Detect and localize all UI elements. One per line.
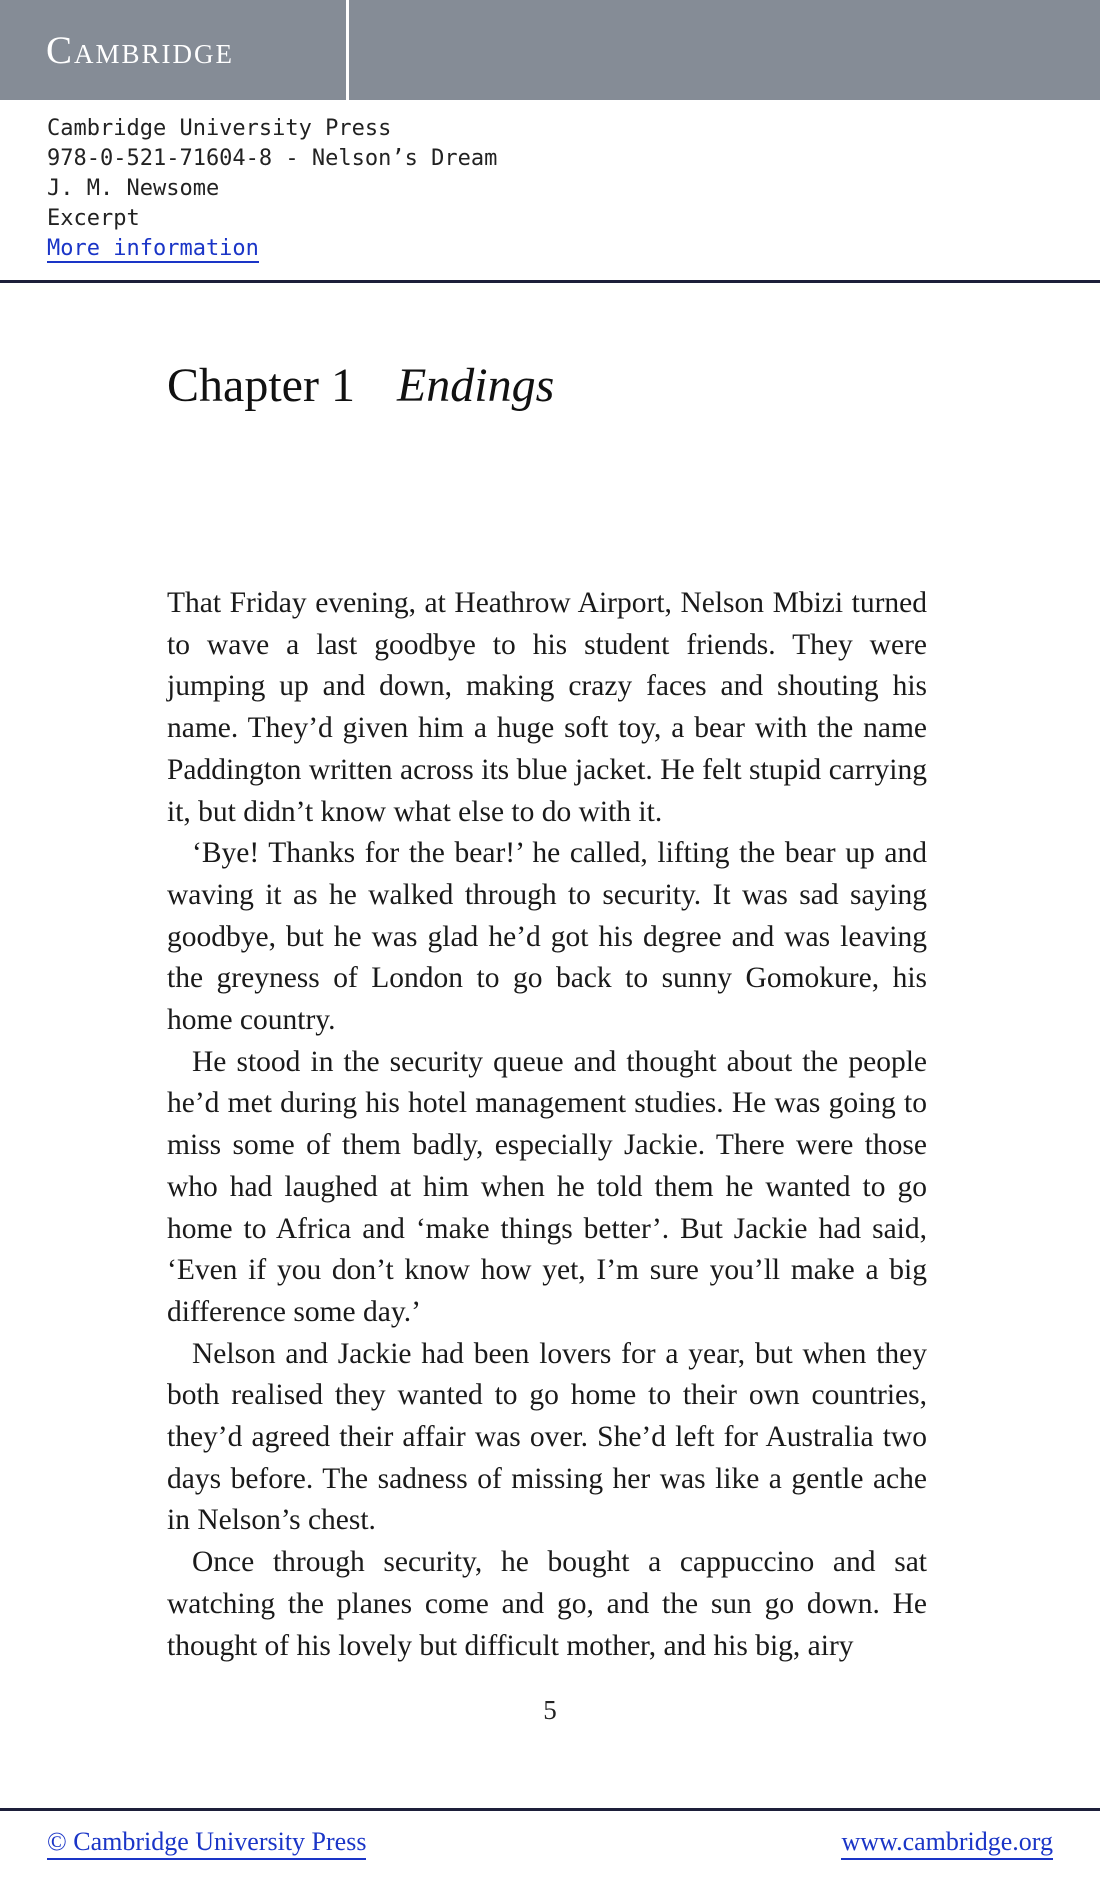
book-metadata bbox=[47, 114, 497, 264]
author-name: J. M. Newsome bbox=[47, 176, 220, 201]
copyright-link[interactable]: © Cambridge University Press bbox=[47, 1826, 366, 1860]
chapter-body bbox=[167, 583, 927, 1667]
brand-logo: Cambridge bbox=[46, 29, 235, 72]
header-banner bbox=[0, 0, 1100, 100]
paragraph: Nelson and Jackie had been lovers for a year, but when they both realised they wanted to go home to their own countries, they’d agreed their affair was over. She’d left for Australia two days before. The sadness of missing her was like a gentle ache in Nelson’s chest. bbox=[167, 1337, 927, 1537]
chapter-number: Chapter 1 bbox=[167, 359, 355, 412]
header-rule bbox=[0, 280, 1100, 283]
paragraph: ‘Bye! Thanks for the bear!’ he called, lifting the bear up and waving it as he walked through to security. It was sad saying goodbye, but he was glad he’d got his degree and was leaving the greyness of London to go back to sunny Gomokure, his home country. bbox=[167, 837, 927, 1037]
paragraph: He stood in the security queue and thought about the people he’d met during his hotel management studies. He was going to miss some of them badly, especially Jackie. There were those who had laughed at him when he told them he wanted to go home to Africa and ‘make things better’. But Jackie had said, ‘Even if you don’t know how yet, I’m sure you’ll make a big difference some day.’ bbox=[167, 1045, 927, 1328]
paragraph: That Friday evening, at Heathrow Airport, Nelson Mbizi turned to wave a last goodbye to his student friends. They were jumping up and down, making crazy faces and shouting his name. They’d given him a huge soft toy, a bear with the name Paddington written across its blue jacket. He felt stupid carrying it, but didn’t know what else to do with it. bbox=[167, 587, 927, 828]
page-number: 5 bbox=[543, 1695, 557, 1725]
footer-rule bbox=[0, 1808, 1100, 1811]
publisher-name: Cambridge University Press bbox=[47, 116, 392, 141]
chapter-heading bbox=[167, 358, 554, 413]
banner-divider bbox=[346, 0, 349, 100]
isbn-title: 978-0-521-71604-8 - Nelson’s Dream bbox=[47, 146, 498, 171]
document-type: Excerpt bbox=[47, 206, 140, 231]
paragraph: Once through security, he bought a cappuccino and sat watching the planes come and go, and the sun go down. He thought of his lovely but difficult mother, and his big, airy bbox=[167, 1546, 927, 1662]
chapter-name: Endings bbox=[396, 359, 555, 412]
more-information-link[interactable]: More information bbox=[47, 236, 259, 261]
website-link[interactable]: www.cambridge.org bbox=[841, 1826, 1053, 1860]
